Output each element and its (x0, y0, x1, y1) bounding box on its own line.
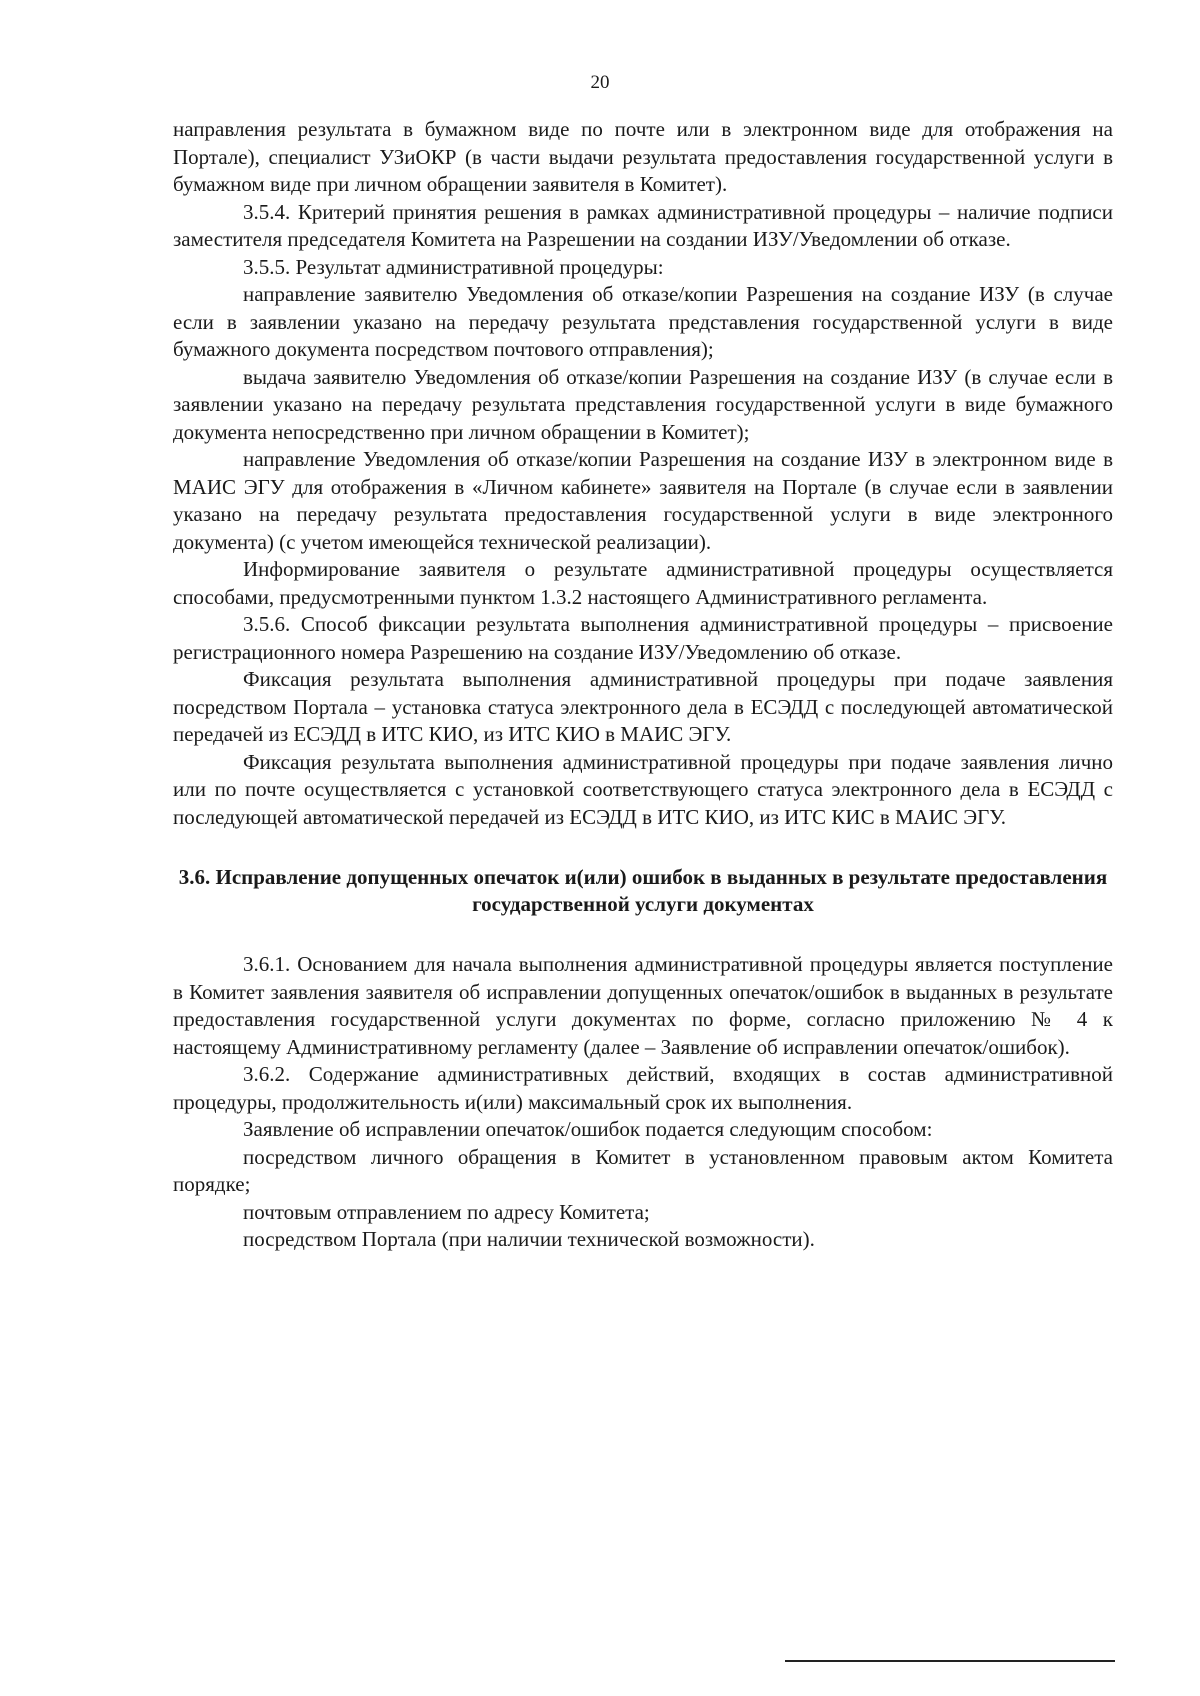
paragraph-method-portal: посредством Портала (при наличии технической возможности). (243, 1227, 815, 1251)
document-body (173, 116, 1113, 1254)
paragraph-fixation-portal: Фиксация результата выполнения административной процедуры при подаче заявления посредством Портала – установка статуса электронного дела в ЕСЭДД с последующей автоматической передачей из ЕСЭДД в ИТС КИО, из ИТС КИО в МАИС ЭГУ. (173, 667, 1113, 746)
paragraph-result-electronic: направление Уведомления об отказе/копии Разрешения на создание ИЗУ в электронном виде в МАИС ЭГУ для отображения в «Личном кабинете» заявителя на Портале (в случае если в заявлении указано на передачу результата предоставления государственной услуги в виде электронного документа) (с учетом имеющейся технической реализации). (173, 447, 1113, 554)
paragraph-method-mail: почтовым отправлением по адресу Комитета; (243, 1199, 650, 1224)
paragraph-informing: Информирование заявителя о результате административной процедуры осуществляется способами, предусмотренными пунктом 1.3.2 настоящего Административного регламента. (173, 557, 1113, 609)
paragraph-3-6-2: 3.6.2. Содержание административных действий, входящих в состав административной процедуры, продолжительность и(или) максимальный срок их выполнения. (173, 1062, 1113, 1114)
paragraph-result-delivery-continuation: направления результата в бумажном виде по почте или в электронном виде для отображения на Портале), специалист УЗиОКР (в части выдачи результата предоставления государственной услуги в бумажном виде при личном обращении заявителя в Комитет). (173, 117, 1113, 196)
paragraph-method-in-person: посредством личного обращения в Комитет в установленном правовым актом Комитета порядке; (173, 1144, 1113, 1196)
paragraph-result-in-person: выдача заявителю Уведомления об отказе/копии Разрешения на создание ИЗУ (в случае если в заявлении указано на передачу результата представления государственной услуги в виде бумажного документа непосредственно при личном обращении в Комитет); (173, 364, 1113, 444)
footer-divider (785, 1660, 1115, 1662)
section-heading-3-6: 3.6. Исправление допущенных опечаток и(или) ошибок в выданных в результате предоставления государственной услуги документах (178, 865, 1108, 916)
page-number: 20 (590, 72, 610, 93)
paragraph-result-by-mail: направление заявителю Уведомления об отказе/копии Разрешения на создание ИЗУ (в случае если в заявлении указано на передачу результата представления государственной услуги в виде бумажного документа посредством почтового отправления); (173, 282, 1113, 361)
paragraph-submission-methods: Заявление об исправлении опечаток/ошибок подается следующим способом: (243, 1117, 933, 1141)
paragraph-3-5-6: 3.5.6. Способ фиксации результата выполнения административной процедуры – присвоение регистрационного номера Разрешению на создание ИЗУ/Уведомлению об отказе. (173, 612, 1113, 664)
paragraph-3-5-5: 3.5.5. Результат административной процедуры: (243, 254, 664, 279)
paragraph-fixation-mail: Фиксация результата выполнения административной процедуры при подаче заявления лично или по почте осуществляется с установкой соответствующего статуса электронного дела в ЕСЭДД с последующей автоматической передачей из ЕСЭДД в ИТС КИО, из ИТС КИС в МАИС ЭГУ. (173, 749, 1113, 829)
paragraph-3-5-4: 3.5.4. Критерий принятия решения в рамках административной процедуры – наличие подписи заместителя председателя Комитета на Разрешении на создании ИЗУ/Уведомлении об отказе. (173, 199, 1113, 251)
paragraph-3-6-1: 3.6.1. Основанием для начала выполнения административной процедуры является поступление в Комитет заявления заявителя об исправлении допущенных опечаток/ошибок в выданных в результате предоставления государственной услуги документах по форме, согласно приложению № 4 к настоящему Административному регламенту (далее – Заявление об исправлении опечаток/ошибок). (173, 952, 1113, 1059)
